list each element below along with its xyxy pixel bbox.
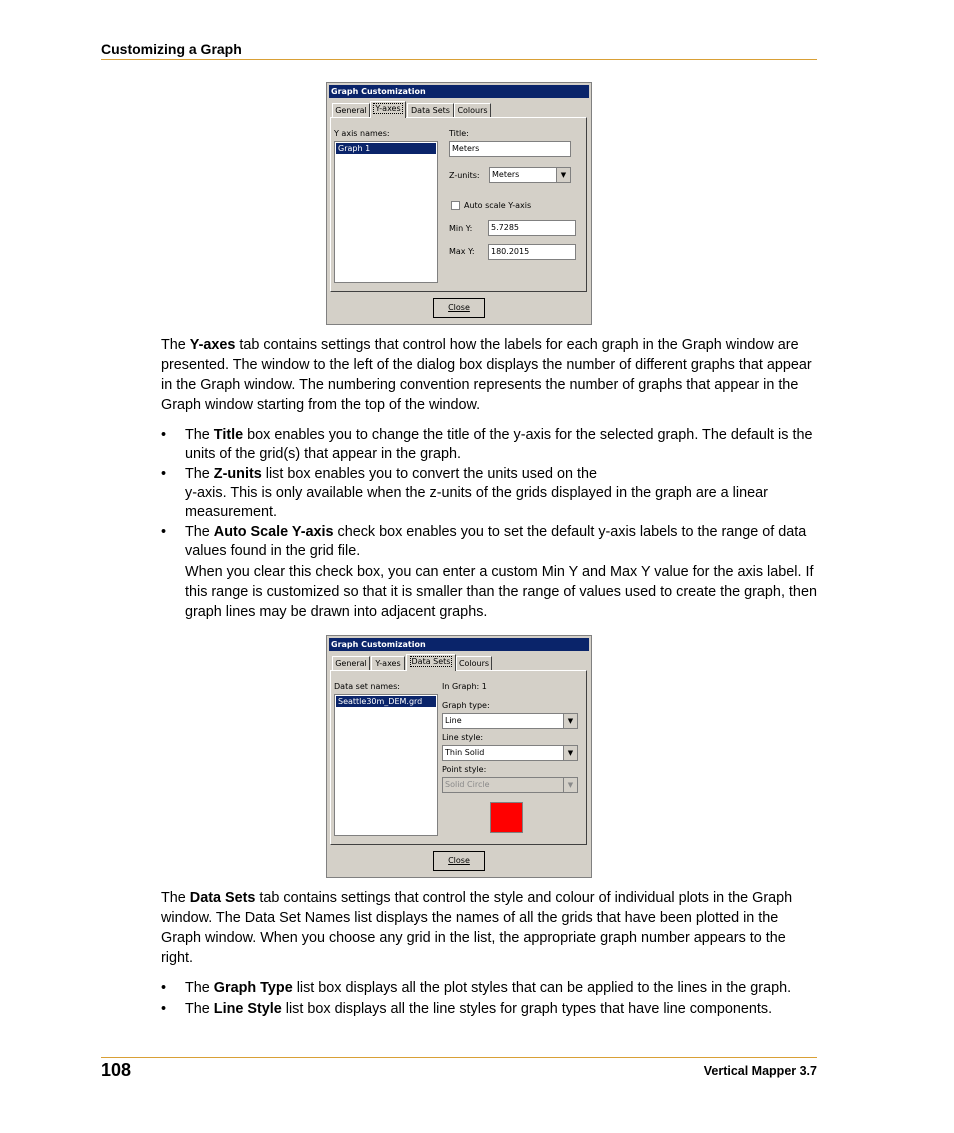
tab-y-axes[interactable] xyxy=(370,101,406,118)
title-label: Title: xyxy=(449,129,469,138)
product-name: Vertical Mapper 3.7 xyxy=(703,1064,817,1078)
term-z-units: Z-units xyxy=(213,466,262,482)
dialog-titlebar: Graph Customization xyxy=(329,638,589,651)
text-run: The xyxy=(185,1001,214,1017)
bullet-dot: • xyxy=(161,1001,167,1017)
bullet-dot: • xyxy=(161,524,167,540)
data-set-names-list[interactable] xyxy=(334,694,438,836)
footer-rule xyxy=(101,1057,817,1058)
line-style-select[interactable] xyxy=(442,745,578,761)
title-input[interactable]: Meters xyxy=(449,141,571,157)
page-header-title: Customizing a Graph xyxy=(101,41,242,57)
tab-general[interactable]: General xyxy=(332,656,370,670)
auto-scale-label: Auto scale Y-axis xyxy=(464,201,532,210)
term-y-axes: Y-axes xyxy=(189,337,236,353)
text-run: list box displays all the line styles for graph types that have line components. xyxy=(281,1001,773,1017)
graph-type-label: Graph type: xyxy=(442,701,490,710)
close-button[interactable] xyxy=(433,851,485,871)
bullet-text xyxy=(185,523,821,561)
bullet-text xyxy=(185,426,821,464)
text-run: list box displays all the plot styles that can be applied to the lines in the graph. xyxy=(292,980,792,996)
tab-colours[interactable]: Colours xyxy=(454,103,491,117)
z-units-value: Meters xyxy=(492,170,520,179)
bullet-text xyxy=(185,1000,821,1019)
term-graph-type: Graph Type xyxy=(213,980,293,996)
chevron-down-icon[interactable]: ▼ xyxy=(556,168,570,182)
line-style-value: Thin Solid xyxy=(445,748,485,757)
min-y-input[interactable]: 5.7285 xyxy=(488,220,576,236)
auto-scale-checkbox[interactable] xyxy=(451,201,460,210)
bullet-text xyxy=(185,979,821,998)
tab-general[interactable]: General xyxy=(332,103,370,117)
bullet-dot: • xyxy=(161,980,167,996)
text-run: y-axis. This is only available when the z-units of the grids displayed in the graph are a linear measurement. xyxy=(185,485,768,520)
tab-label: Data Sets xyxy=(411,657,451,666)
tab-y-axes[interactable]: Y-axes xyxy=(371,656,405,670)
point-style-select xyxy=(442,777,578,793)
chevron-down-icon: ▼ xyxy=(563,778,577,792)
y-axis-names-label: Y axis names: xyxy=(334,129,390,138)
term-title: Title xyxy=(213,427,244,443)
term-auto-scale: Auto Scale Y-axis xyxy=(213,524,334,540)
text-run: check box enables you to set the default y-axis labels to the range of data values found in the grid file. xyxy=(185,524,807,559)
data-sets-description xyxy=(161,888,821,968)
text-run: The xyxy=(161,337,190,353)
text-run: box enables you to change the title of the y-axis for the selected graph. The default is the units of the grid(s) that appear in the graph. xyxy=(185,427,813,462)
tab-data-sets[interactable]: Data Sets xyxy=(407,103,454,117)
auto-scale-note: When you clear this check box, you can enter a custom Min Y and Max Y value for the axis label. If this range is customized so that it is smaller than the range of values used to create the graph, then graph lines may be drawn into adjacent graphs. xyxy=(185,564,817,620)
colour-swatch[interactable] xyxy=(490,802,523,833)
dialog-y-axes-screenshot xyxy=(326,82,592,325)
y-axes-description xyxy=(161,335,821,415)
close-button-label: Close xyxy=(448,856,470,865)
max-y-label: Max Y: xyxy=(449,247,475,256)
text-run: The xyxy=(161,890,190,906)
z-units-label: Z-units: xyxy=(449,171,480,180)
max-y-input[interactable]: 180.2015 xyxy=(488,244,576,260)
graph-type-select[interactable] xyxy=(442,713,578,729)
point-style-label: Point style: xyxy=(442,765,487,774)
tab-colours[interactable]: Colours xyxy=(456,656,492,670)
y-axis-names-list[interactable] xyxy=(334,141,438,283)
text-run: list box enables you to convert the units used on the xyxy=(261,466,597,482)
data-set-names-label: Data set names: xyxy=(334,682,400,691)
bullet-dot: • xyxy=(161,427,167,443)
list-item[interactable]: Seattle30m_DEM.grd xyxy=(336,696,436,707)
line-style-label: Line style: xyxy=(442,733,484,742)
text-run: tab contains settings that control the style and colour of individual plots in the Graph window. The Data Set Names list displays the names of all the grids that have been plotted in the Graph window. When you choose any grid in the list, the appropriate graph number appears to the right. xyxy=(161,890,793,966)
z-units-select[interactable] xyxy=(489,167,571,183)
tab-label: Y-axes xyxy=(375,104,401,113)
term-data-sets: Data Sets xyxy=(189,890,256,906)
close-button-label: Close xyxy=(448,303,470,312)
text-run: tab contains settings that control how the labels for each graph in the Graph window are presented. The window to the left of the dialog box displays the number of different graphs that appear in the Graph window. The numbering convention represents the number of graphs that appear in the Graph window starting from the top of the window. xyxy=(161,337,812,413)
chevron-down-icon[interactable]: ▼ xyxy=(563,746,577,760)
list-item[interactable]: Graph 1 xyxy=(336,143,436,154)
point-style-value: Solid Circle xyxy=(445,780,490,789)
tab-panel xyxy=(330,670,587,845)
close-button[interactable] xyxy=(433,298,485,318)
chevron-down-icon[interactable]: ▼ xyxy=(563,714,577,728)
bullet-text xyxy=(185,465,821,522)
dialog-data-sets-screenshot xyxy=(326,635,592,878)
graph-type-value: Line xyxy=(445,716,462,725)
text-run: The xyxy=(185,466,214,482)
in-graph-label: In Graph: 1 xyxy=(442,682,487,691)
bullet-dot: • xyxy=(161,466,167,482)
header-rule xyxy=(101,59,817,60)
dialog-titlebar: Graph Customization xyxy=(329,85,589,98)
text-run: The xyxy=(185,427,214,443)
text-run: The xyxy=(185,524,214,540)
text-run: The xyxy=(185,980,214,996)
tab-data-sets[interactable] xyxy=(406,654,456,671)
page-number: 108 xyxy=(101,1060,132,1080)
tab-panel xyxy=(330,117,587,292)
min-y-label: Min Y: xyxy=(449,224,473,233)
term-line-style: Line Style xyxy=(213,1001,282,1017)
